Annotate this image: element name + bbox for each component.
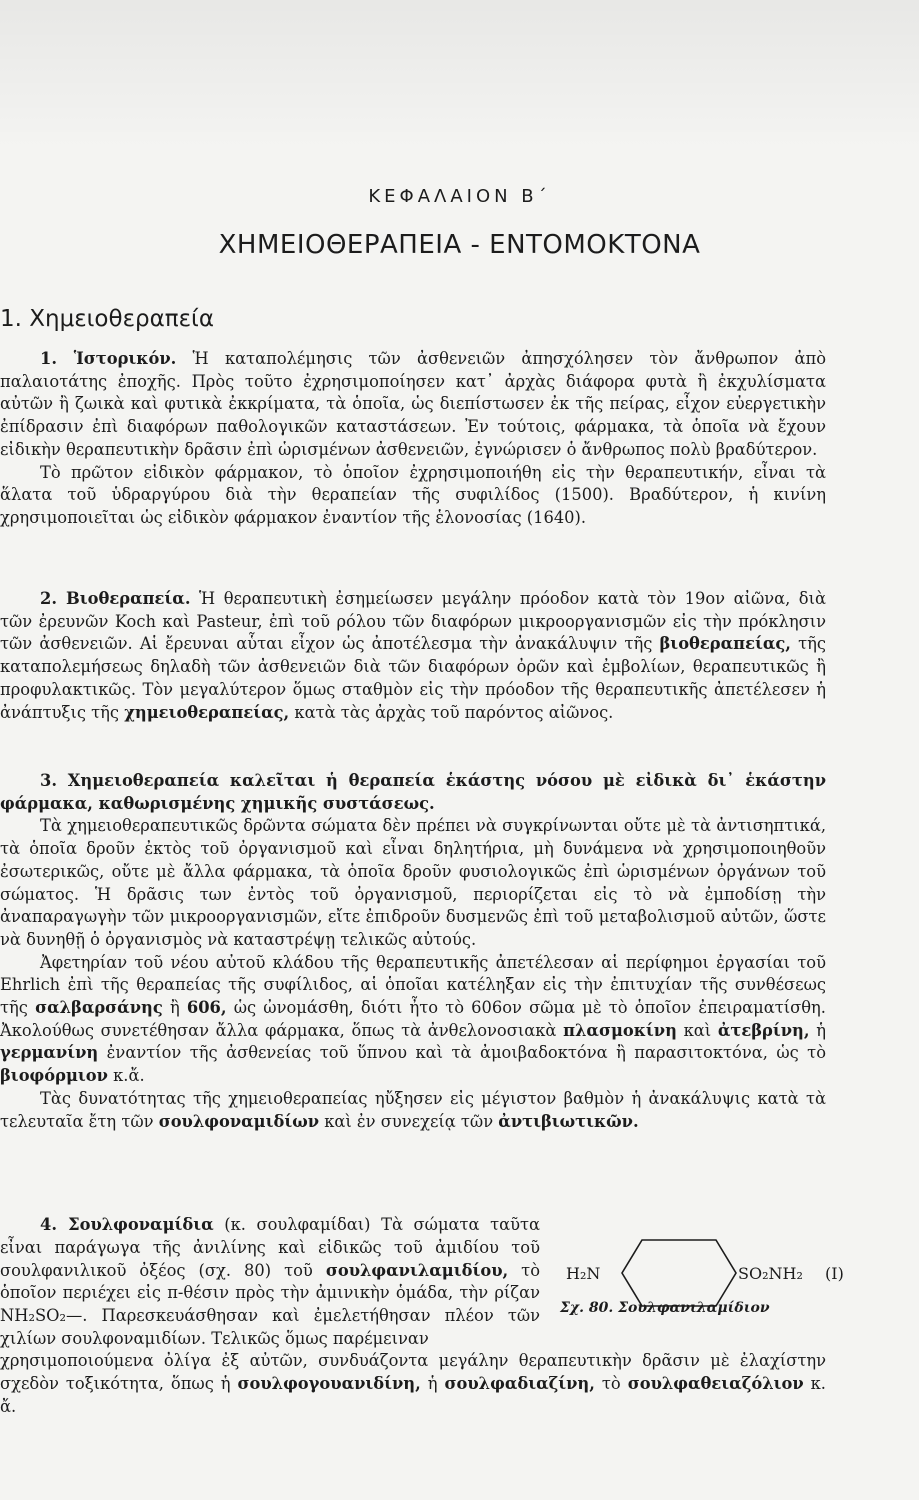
chapter-title: ΧΗΜΕΙΟΘΕΡΑΠΕΙΑ - ΕΝΤΟΜΟΚΤΟΝΑ — [218, 230, 701, 260]
bold-term: γερμανίνη — [0, 1043, 99, 1063]
chapter-heading: ΚΕΦΑΛΑΙΟΝ Β΄ — [368, 186, 551, 207]
paragraph-sulfonamides-continued — [0, 1334, 826, 1435]
bold-term: ἀτεβρίνη, — [717, 1020, 810, 1040]
text-run: καὶ — [676, 1020, 718, 1040]
bold-term: σουλφαδιαζίνη, — [444, 1374, 595, 1393]
text-run: ἡ — [420, 1374, 445, 1393]
text-run: κατὰ τὰς ἀρχὰς τοῦ παρόντος αἰῶνος. — [289, 702, 614, 722]
text-run: κ.ἄ. — [107, 1066, 145, 1086]
bold-term: σουλφαθειαζόλιον — [627, 1374, 804, 1393]
bold-term: σουλφανιλαμιδίου, — [325, 1260, 509, 1280]
paragraph-text — [0, 952, 826, 1088]
section-heading: 1. Χημειοθεραπεία — [0, 306, 214, 332]
formula-sulfonamide-group: SO₂NH₂ — [738, 1264, 803, 1283]
text-run: Ἀφετηρίαν τοῦ νέου αὐτοῦ κλάδου τῆς θεραπευτικῆς ἀπετέλεσαν αἱ περίφημοι ἐργασίαι τοῦ Ehrlich ἐπὶ τῆς θεραπείας τῆς συφίλιδος, αἱ ὁποῖαι κατέληξαν εἰς τὴν ἐπιτυχίαν τῆς συνθέσεως τῆς — [0, 952, 826, 1018]
bold-term: ἀντιβιωτικῶν. — [498, 1111, 639, 1131]
text-run: (κ. σουλφαμίδαι) Τὰ σώματα ταῦτα εἶναι παράγωγα τῆς ἀνιλίνης καὶ εἰδικῶς τοῦ ἀμιδίου τοῦ σουλφανιλικοῦ ὀξέος (σχ. 80) τοῦ — [0, 1215, 540, 1280]
bold-term: 606, — [186, 998, 227, 1018]
text-run: τὸ — [594, 1374, 628, 1393]
paragraph-body: Ἡ καταπολέμησις τῶν ἀσθενειῶν ἀπησχόλησεν τὸν ἄνθρωπον ἀπὸ παλαιοτάτης ἐποχῆς. Πρὸς τοῦτο ἐχρησιμοποίησεν κατ᾽ ἀρχὰς διάφορα φυτὰ ἢ ἐκχυλίσματα αὐτῶν ἢ ζωικὰ καὶ φυτικὰ ἐκκρίματα, τὰ ὁποῖα, ὡς διεπίστωσεν ἐκ τῆς πείρας, εἶχον εὐεργετικὴν ἐπίδρασιν ἐπὶ διαφόρων παθολογικῶν καταστάσεων. Ἐν τούτοις, φάρμακα, τὰ ὁποῖα νὰ ἔχουν εἰδικὴν θεραπευτικὴν δρᾶσιν ἐπὶ ὡρισμένων ἀσθενειῶν, ἐγνώρισεν ὁ ἄνθρωπος πολὺ βραδύτερον. — [0, 349, 827, 459]
paragraph-lead: 2. Βιοθεραπεία. — [40, 589, 191, 608]
formula-amine-group: H₂N — [566, 1264, 601, 1283]
paragraph-biotherapy — [0, 588, 826, 724]
text-run: τῆς καταπολεμήσεως δηλαδὴ τῶν ἀσθενειῶν διὰ τῶν διαφόρων ὀρῶν καὶ ἐμβολίων, θεραπευτικῶς ἢ προφυλακτικῶς. Τὸν μεγαλύτερον ὅμως σταθμὸν εἰς τὴν πρόοδον τῆς θεραπευτικῆς ἀπετέλεσεν ἡ ἀνάπτυξις τῆς — [0, 634, 826, 722]
paragraph-text — [0, 1350, 826, 1418]
paragraph-chemotherapy — [0, 770, 826, 1133]
paragraph-lead: 1. Ἱστορικόν. — [40, 349, 177, 368]
bold-term: βιοφόρμιον — [0, 1066, 108, 1086]
bold-term: χημειοθεραπείας, — [124, 702, 290, 722]
bold-term: σαλβαρσάνης — [35, 998, 163, 1018]
paragraph-text — [0, 1214, 540, 1350]
text-run: κ. ἄ. — [0, 1374, 826, 1416]
bold-term: πλασμοκίνη — [563, 1020, 677, 1040]
text-run: Ἡ θεραπευτικὴ ἐσημείωσεν μεγάλην πρόοδον κατὰ τὸν 19ον αἰῶνα, διὰ τῶν ἐρευνῶν Koch καὶ Pasteur, ἐπὶ τοῦ ρόλου τῶν διαφόρων μικροοργανισμῶν εἰς τὴν πρόκλησιν τῶν ἀσθενειῶν. Αἱ ἔρευναι αὗται εἶχον ὡς ἀποτέλεσμα τὴν ἀνακάλυψιν τῆς — [0, 589, 826, 654]
paragraph-text: Τὰ χημειοθεραπευτικῶς δρῶντα σώματα δὲν πρέπει νὰ συγκρίνωνται οὔτε μὲ τὰ ἀντισηπτικά, τὰ ὁποῖα δροῦν ἐκτὸς τοῦ ὀργανισμοῦ καὶ εἶναι δηλητήρια, μὴ δυνάμενα νὰ χρησιμοποιηθοῦν ἐσωτερικῶς, οὔτε μὲ ἄλλα φάρμακα, τὰ ὁποῖα δροῦν φυσιολογικῶς ἐπὶ ὡρισμένων ὀργάνων τοῦ σώματος. Ἡ δρᾶσις των ἐντὸς τοῦ ὀργανισμοῦ, περιορίζεται εἰς τὸ νὰ ἐμποδίσῃ τὴν ἀναπαραγωγὴν τῶν μικροοργανισμῶν, εἴτε ἐπιδροῦν δυσμενῶς ἐπὶ τοῦ μεταβολισμοῦ αὐτῶν, ὥστε νὰ δυνηθῇ ὁ ὀργανισμὸς νὰ καταστρέψῃ τελικῶς αὐτούς. — [0, 816, 826, 949]
text-run: τὸ ὁποῖον περιέχει εἰς π-θέσιν πρὸς τὴν ἀμινικὴν ὁμάδα, τὴν ρίζαν NH₂SO₂—. Παρεσκευάσθησαν καὶ ἐμελετήθησαν πλέον τῶν χιλίων σουλφοναμιδίων. Τελικῶς ὅμως παρέμειναν — [0, 1260, 540, 1348]
text-run: ἢ — [162, 998, 187, 1018]
paragraph-text — [0, 348, 826, 462]
formula-number: (I) — [825, 1264, 844, 1283]
paragraph-text — [0, 1088, 826, 1133]
bold-term: βιοθεραπείας, — [659, 634, 791, 654]
text-run: Τὰς δυνατότητας τῆς χημειοθεραπείας ηὔξησεν εἰς μέγιστον βαθμὸν ἡ ἀνακάλυψις κατὰ τὰ τελευταῖα ἔτη τῶν — [0, 1088, 826, 1131]
text-run: χρησιμοποιούμενα ὀλίγα ἐξ αὐτῶν, συνδυάζοντα μεγάλην θεραπευτικὴν δρᾶσιν μὲ ἐλαχίστην σχεδὸν τοξικότητα, ὅπως ἡ — [0, 1351, 826, 1393]
paragraph-historical — [0, 348, 826, 530]
figure-sulfanilamide — [560, 1226, 860, 1316]
text-run: καὶ ἐν συνεχείᾳ τῶν — [319, 1111, 499, 1131]
text-run: ἡ — [809, 1020, 826, 1040]
text-run: ἐναντίον τῆς ἀσθενείας τοῦ ὕπνου καὶ τὰ ἀμοιβαδοκτόνα ἢ παρασιτοκτόνα, ὡς τὸ — [98, 1043, 826, 1063]
benzene-ring-icon — [620, 1238, 738, 1308]
figure-caption: Σχ. 80. Σουλφανιλαμίδιον — [560, 1300, 770, 1316]
bold-term: σουλφογουανιδίνη, — [237, 1374, 421, 1393]
paragraph-lead: 4. Σουλφοναμίδια — [40, 1215, 214, 1235]
bold-term: σουλφοναμιδίων — [158, 1111, 320, 1131]
paragraph-text: Τὸ πρῶτον εἰδικὸν φάρμακον, τὸ ὁποῖον ἐχρησιμοποιήθη εἰς τὴν θεραπευτικήν, εἶναι τὰ ἅλατα τοῦ ὑδραργύρου διὰ τὴν θεραπείαν τῆς συφιλίδος (1500). Βραδύτερον, ἡ κινίνη χρησιμοποιεῖται ὡς εἰδικὸν φάρμακον ἐναντίον τῆς ἑλονοσίας (1640). — [0, 462, 826, 527]
definition-heading: 3. Χημειοθεραπεία καλεῖται ἡ θεραπεία ἑκάστης νόσου μὲ εἰδικὰ δι᾽ ἑκάστην φάρμακα, καθωρισμένης χημικῆς συστάσεως. — [0, 771, 826, 813]
paragraph-text — [0, 588, 826, 724]
text-run: ὡς ὠνομάσθη, διότι ἦτο τὸ 606ον σῶμα μὲ τὸ ὁποῖον ἐπειραματίσθη. Ἀκολούθως συνετέθησαν ἄλλα φάρμακα, ὅπως τὰ ἀνθελονοσιακὰ — [0, 998, 826, 1040]
